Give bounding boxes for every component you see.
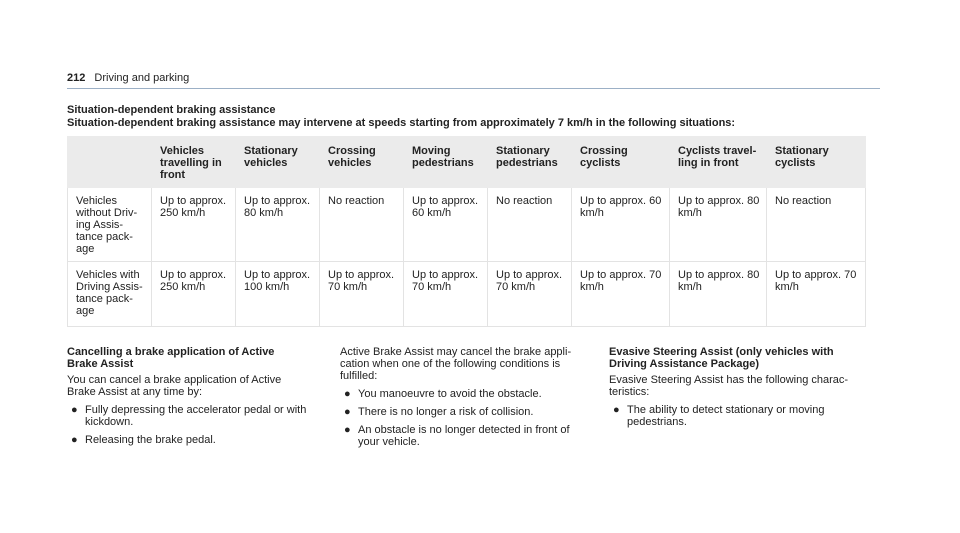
table-cell: No reaction [767,188,866,262]
header-cell: Stationary pedestrians [488,137,572,188]
section-intro: You can cancel a brake application of Active Brake Assist at any time by: [67,374,282,398]
bullet-icon: ● [71,434,78,446]
list-item: ● Releasing the brake pedal. [71,434,216,446]
table-cell: Up to approx. 70 km/h [320,262,404,327]
table-title: Situation-dependent braking assistance [67,104,276,116]
bullet-list [609,404,869,428]
list-item: ● The ability to detect stationary or moving pedestrians. [613,404,825,428]
table-header-row [68,137,866,188]
table-row [68,262,866,327]
table-cell: Up to approx. 250 km/h [152,188,236,262]
header-cell: Stationary cyclists [767,137,866,188]
cancel-brake-section [67,346,307,452]
header-cell: Crossing cyclists [572,137,670,188]
section-heading: Evasive Steering Assist (only vehicles with Driving Assistance Package) [609,346,834,370]
row-label: Vehicles without Driv-ing Assis-tance pack-age [68,188,152,262]
header-cell: Cyclists travel-ling in front [670,137,767,188]
header-divider [67,88,880,89]
section-heading: Cancelling a brake application of Active Brake Assist [67,346,275,370]
section-intro: Active Brake Assist may cancel the brake appli-cation when one of the following conditions is fulfilled: [340,346,572,382]
table-cell: Up to approx. 70 km/h [572,262,670,327]
table-cell: Up to approx. 80 km/h [670,188,767,262]
header-cell: Crossing vehicles [320,137,404,188]
table-caption [67,104,880,130]
header-cell: Moving pedestrians [404,137,488,188]
table-row [68,188,866,262]
bullet-list [67,404,307,446]
list-item: ● Fully depressing the accelerator pedal or with kickdown. [71,404,307,428]
list-item: ● An obstacle is no longer detected in front of your vehicle. [344,424,570,448]
braking-assistance-table [67,136,866,327]
table-cell: Up to approx. 60 km/h [404,188,488,262]
cancel-conditions-section [340,346,585,454]
list-item: ● There is no longer a risk of collision. [344,406,534,418]
table-cell: Up to approx. 80 km/h [670,262,767,327]
table-cell: No reaction [320,188,404,262]
evasive-steering-section [609,346,869,434]
bullet-icon: ● [71,404,78,416]
page-number: 212 [67,72,86,84]
section-intro: Evasive Steering Assist has the following charac-teristics: [609,374,849,398]
bullet-icon: ● [613,404,620,416]
page-header [67,72,189,84]
table-cell: No reaction [488,188,572,262]
bullet-icon: ● [344,388,351,400]
table-cell: Up to approx. 70 km/h [404,262,488,327]
table-cell: Up to approx. 100 km/h [236,262,320,327]
bullet-icon: ● [344,424,351,436]
table-subtitle: Situation-dependent braking assistance may intervene at speeds starting from approximately 7 km/h in the following situations: [67,117,736,129]
header-cell [68,137,152,188]
list-item: ● You manoeuvre to avoid the obstacle. [344,388,542,400]
row-label: Vehicles with Driving Assis-tance pack-age [68,262,152,327]
header-cell: Vehicles travelling in front [152,137,236,188]
section-title: Driving and parking [94,72,190,84]
header-cell: Stationary vehicles [236,137,320,188]
table-cell: Up to approx. 60 km/h [572,188,670,262]
table-cell: Up to approx. 70 km/h [488,262,572,327]
table-cell: Up to approx. 80 km/h [236,188,320,262]
table-cell: Up to approx. 70 km/h [767,262,866,327]
bullet-list [340,388,585,448]
table-cell: Up to approx. 250 km/h [152,262,236,327]
bullet-icon: ● [344,406,351,418]
